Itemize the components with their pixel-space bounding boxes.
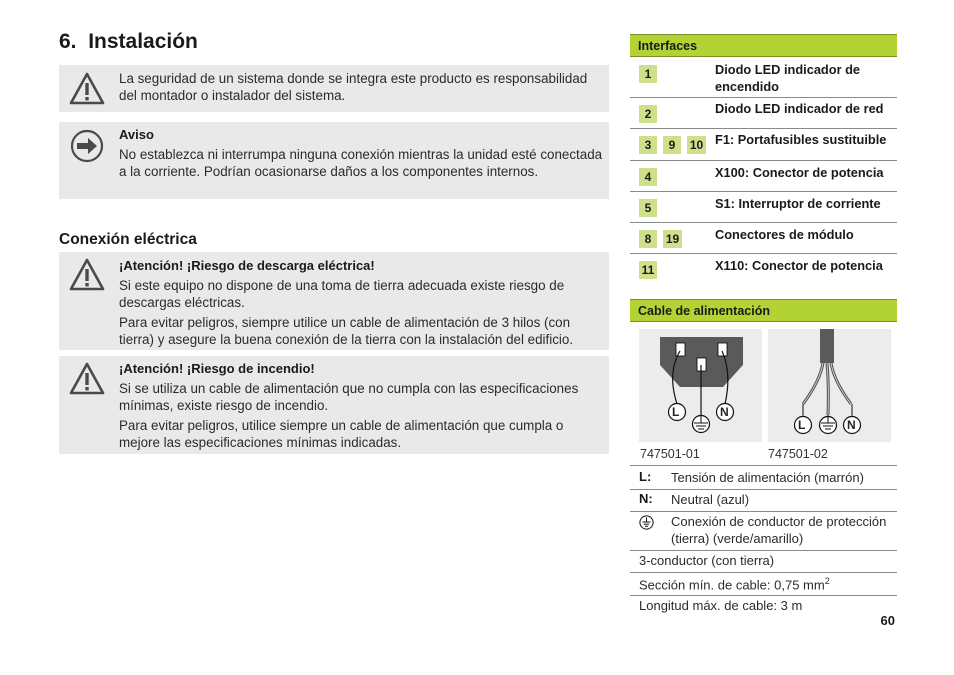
arrow-right-circle-icon [68,127,106,165]
warning-heading: ¡Atención! ¡Riesgo de descarga eléctrica! [119,258,375,273]
interface-badge: 19 [663,230,682,248]
image-caption: 747501-01 [640,447,700,461]
interface-label: Conectores de módulo [715,227,854,242]
interface-label: X100: Conector de potencia [715,165,884,180]
warning-paragraph: Si este equipo no dispone de una toma de tierra adecuada existe riesgo de descargas eléctricas. [119,278,565,310]
interface-row [630,128,897,161]
interfaces-header [630,34,897,57]
neutral-label: N [847,418,856,432]
cable-icon [768,329,891,442]
heading-number: 6. [59,30,77,53]
image-caption: 747501-02 [768,447,828,461]
interface-row [630,191,897,223]
heading-title: Instalación [88,30,198,53]
interface-row [630,222,897,254]
notice-text: No establezca ni interrumpa ninguna conexión mientras la unidad esté conectada a la corriente. Podrían ocasionarse daños a los componentes internos. [119,147,603,179]
interface-badge: 9 [663,136,681,154]
interface-badge: 8 [639,230,657,248]
ground-icon [639,515,654,530]
legend-row-l [630,465,897,490]
page-number: 60 [880,613,895,628]
warning-triangle-icon [68,70,106,108]
interface-label: Diodo LED indicador de encendido [715,62,861,94]
spec-text [639,576,830,592]
spec-superscript: 2 [824,576,830,586]
interface-label: S1: Interruptor de corriente [715,196,881,211]
interface-row [630,97,897,129]
warning-triangle-icon [68,256,106,294]
legend-text: Tensión de alimentación (marrón) [671,470,864,485]
legend-key: N: [639,491,653,506]
interface-badge: 3 [639,136,657,154]
section-title: Conexión eléctrica [59,231,197,248]
neutral-label: N [720,405,729,419]
interface-badge: 1 [639,65,657,83]
safety-notice [59,65,609,112]
interface-row [630,253,897,284]
warning-paragraph: Para evitar peligros, utilice siempre un cable de alimentación que cumpla o mejore las especificaciones mínimas indicadas. [119,418,564,450]
legend-key: L: [639,469,652,484]
interface-label: F1: Portafusibles sustituible [715,132,887,147]
shock-warning [59,252,609,350]
socket-diagram [639,329,762,442]
notice-text: La seguridad de un sistema donde se integra este producto es responsabilidad del montador o instalador del sistema. [119,71,588,103]
interface-badge: 10 [687,136,706,154]
interface-label: X110: Conector de potencia [715,258,883,273]
power-cable-title: Cable de alimentación [638,304,770,318]
legend-row-n [630,489,897,512]
legend-text: Conexión de conductor de protección (tierra) (verde/amarillo) [671,514,887,546]
spec-text: 3-conductor (con tierra) [639,553,775,568]
spec-text-main: Sección mín. de cable: 0,75 mm [639,577,825,593]
page-title [59,30,198,54]
legend-text: Neutral (azul) [671,492,750,507]
phase-label: L [798,418,806,432]
spec-row [630,551,897,573]
socket-icon [639,329,762,442]
fire-warning [59,356,609,454]
interface-label: Diodo LED indicador de red [715,101,884,116]
interface-badge: 2 [639,105,657,123]
notice-heading: Aviso [119,127,154,142]
warning-paragraph: Para evitar peligros, siempre utilice un cable de alimentación de 3 hilos (con tierra) y asegure la buena conexión de la tierra con la instalación del edificio. [119,315,574,347]
warning-paragraph: Si se utiliza un cable de alimentación que no cumpla con las especificaciones mínimas, existe riesgo de incendio. [119,381,579,413]
power-cable-header [630,299,897,322]
spec-row [630,573,897,596]
interface-badge: 4 [639,168,657,186]
interface-row [630,160,897,192]
warning-heading: ¡Atención! ¡Riesgo de incendio! [119,361,315,376]
aviso-notice [59,122,609,199]
phase-label: L [672,405,680,419]
spec-text: Longitud máx. de cable: 3 m [639,598,803,613]
warning-triangle-icon [68,360,106,398]
interface-badge: 11 [639,261,657,279]
interface-badge: 5 [639,199,657,217]
spec-row [630,596,897,616]
legend-row-ground [630,512,897,551]
cable-diagram [768,329,891,442]
interface-row [630,57,897,98]
interfaces-title: Interfaces [638,39,698,53]
